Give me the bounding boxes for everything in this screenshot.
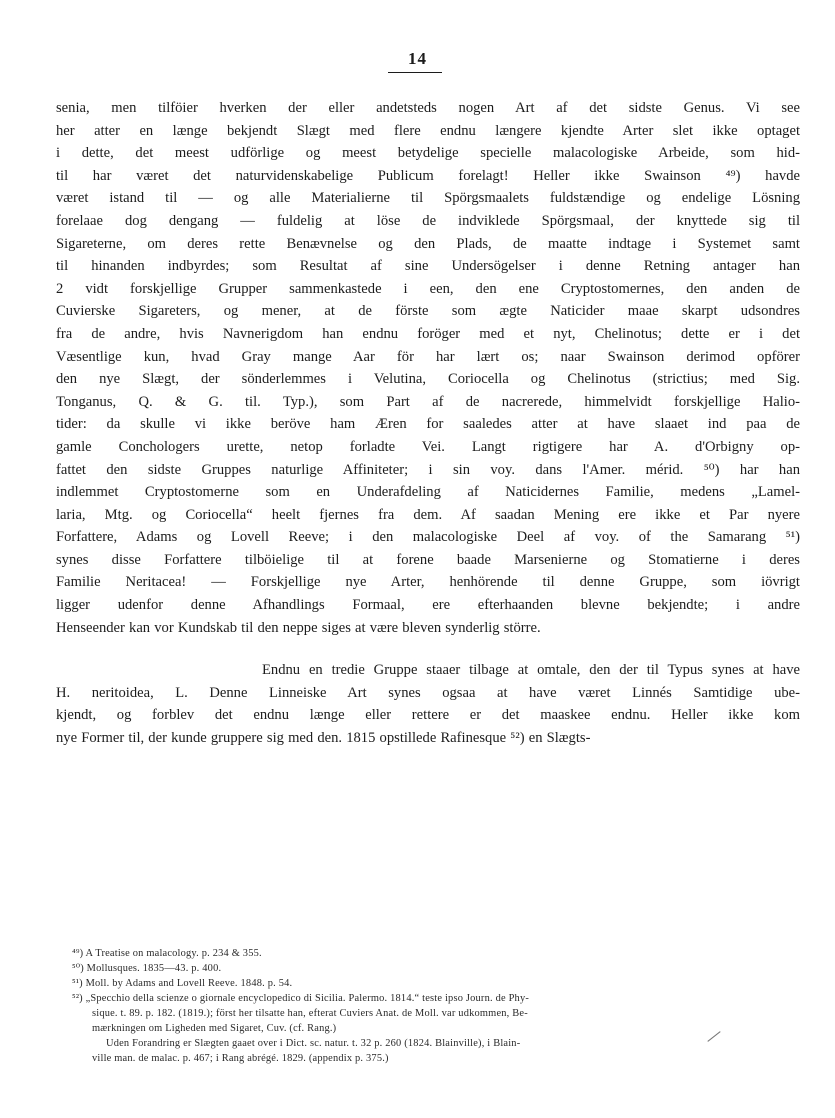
footnote-line: ⁵²) „Specchio della scienze o giornale encyclopedico di Sicilia. Palermo. 1814.“ teste ipso Journ. de Phy- [72,993,530,1004]
text-line: nye Former til, der kunde gruppere sig med den. 1815 opstillede Rafinesque ⁵²) en Slægts- [56,729,591,746]
page-number: 14 [408,49,427,68]
paragraph-1 [56,97,800,639]
text-line: i dette, det meest udförlige og meest betydelige specielle malacologiske Arbeide, som hid- [56,145,800,162]
text-line: Sigareterne, om deres rette Benævnelse og den Plads, de maatte indtage i Systemet samt [56,235,800,252]
text-line: Tonganus, Q. & G. til. Typ.), som Part af de nacrerede, himmelvidt forskjellige Halio- [56,393,800,410]
text-line: gamle Conchologers urette, netop forladte Vei. Langt rigtigere har A. d'Orbigny op- [56,438,800,455]
text-line: fra de andre, hvis Navnerigdom han endnu foröger med et nyt, Chelinotus; dette er i det [56,325,800,342]
text-line: indlemmet Cryptostomerne som en Underafdeling af Naticidernes Familie, medens „Lamel- [56,484,800,501]
text-line: Forfattere, Adams og Lovell Reeve; i den malacologiske Deel af voy. of the Samarang ⁵¹) [56,529,800,546]
footnote-line: Uden Forandring er Slægten gaaet over i Dict. sc. natur. t. 32 p. 260 (1824. Blainville), i Blain- [106,1038,521,1049]
text-line: tider: da skulle vi ikke beröve ham Æren for saaledes atter at have slaaet ind paa de [56,416,800,433]
text-line: laria, Mtg. og Coriocella“ heelt fjernes fra dem. Af saadan Mening ere ikke et Par nyere [56,506,800,523]
text-line: Henseender kan vor Kundskab til den neppe siges at være bleven synderlig större. [56,619,541,636]
text-line: senia, men tilföier hverken der eller andetsteds nogen Art af det sidste Genus. Vi see [56,100,800,116]
text-line: ligger udenfor denne Afhandlings Formaal, ere efterhaanden blevne bekjendte; i andre [56,597,800,614]
text-line: Familie Neritacea! — Forskjellige nye Arter, henhörende til denne Gruppe, som iövrigt [56,574,800,591]
text-line: 2 vidt forskjellige Grupper sammenkastede i een, den ene Cryptostomernes, den anden de [56,280,800,297]
footnote-list [72,946,800,1066]
text-line: Cuvierske Sigareters, og mener, at de förste som ægte Naticider maae skarpt udsondres [56,303,800,320]
text-line: Væsentlige kun, hvad Gray mange Aar för har lært os; naar Swainson derimod opförer [56,348,800,365]
footnote [72,976,800,991]
paragraph-1-text [56,97,800,639]
text-line: Endnu en tredie Gruppe staaer tilbage at omtale, den der til Typus synes at have [262,662,800,678]
text-line: kjendt, og forblev det endnu længe eller rettere er det maaskee endnu. Heller ikke kom [56,707,800,724]
text-line: været istand til — og alle Materialierne til Spörgsmaalets fuldstændige og endelige Lösning [56,190,800,207]
footnotes [72,946,800,1066]
text-line: her atter en længe bekjendt Slægt med flere endnu længere kjendte Arter slet ikke optaget [56,122,800,139]
footnote-line: ⁴⁹) A Treatise on malacology. p. 234 & 355. [72,948,262,959]
text-line: den nye Slægt, der sönderlemmes i Velutina, Coriocella og Chelinotus (strictius; med Sig. [56,371,800,388]
footnote [72,961,800,976]
footnote-line: sique. t. 89. p. 182. (1819.); först her tilsatte han, efterat Cuviers Anat. de Moll. var udkommen, Be- [92,1008,528,1019]
text-line: til har været det naturvidenskabelige Publicum forelagt! Heller ikke Swainson ⁴⁹) havde [56,167,800,184]
footnote [72,946,800,961]
text-line: synes disse Forfattere tilböielige til at forene baade Marsenierne og Stomatierne i deres [56,551,800,568]
paragraph-2-text [56,659,800,749]
footnote [72,991,800,1066]
text-line: til hinanden indbyrdes; som Resultat af sine Undersögelser i denne Retning antager han [56,258,800,275]
text-line: fattet den sidste Gruppes naturlige Affiniteter; i sin voy. dans l'Amer. mérid. ⁵⁰) har han [56,461,800,478]
text-line: H. neritoidea, L. Denne Linneiske Art synes ogsaa at have været Linnés Samtidige ube- [56,684,800,701]
text-line: forelaae dog dengang — fuldelig at löse de indviklede Spörgsmaal, der knyttede sig til [56,212,800,229]
page-number-underline [388,72,442,73]
footnote-line: ville man. de malac. p. 467; i Rang abrégé. 1829. (appendix p. 375.) [92,1053,389,1064]
footnote-line: ⁵⁰) Mollusques. 1835—43. p. 400. [72,963,222,974]
footnote-line: ⁵¹) Moll. by Adams and Lovell Reeve. 1848. p. 54. [72,978,293,989]
paragraph-2 [56,659,800,749]
footnote-line: mærkningen om Ligheden med Sigaret, Cuv. (cf. Rang.) [92,1023,337,1034]
